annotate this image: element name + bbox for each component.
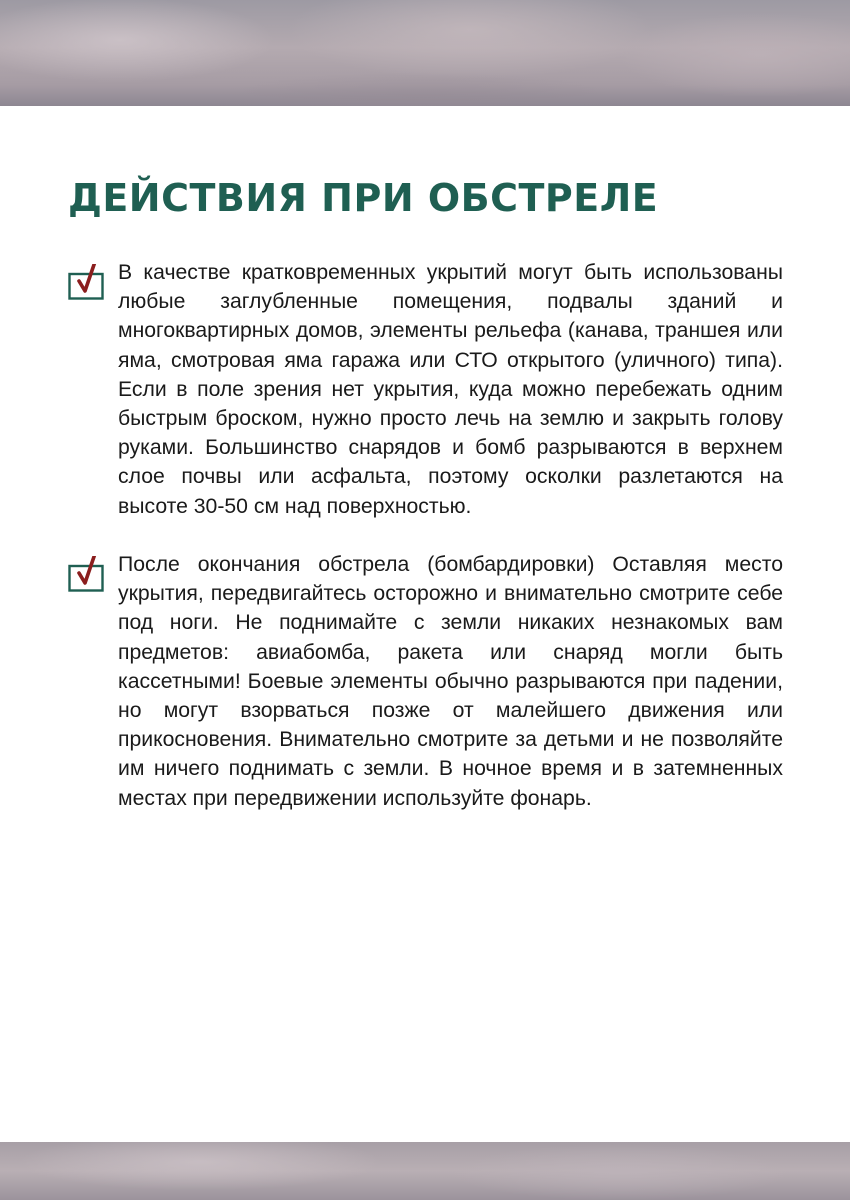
list-item <box>68 550 783 813</box>
page-title: ДЕЙСТВИЯ ПРИ ОБСТРЕЛЕ <box>68 176 659 220</box>
list-item-text: В качестве кратковременных укрытий могут быть использованы любые заглубленные помещения, подвалы зданий и многоквартирных домов, элементы рельефа (канава, траншея или яма, смотровая яма гаража или СТО открытого (уличного) типа). Если в поле зрения нет укрытия, куда можно перебежать одним быстрым броском, нужно просто лечь на землю и закрыть голову руками. Большинство снарядов и бомб разрываются в верхнем слое почвы или асфальта, поэтому осколки разлетаются на высоте 30-50 см над поверхностью. <box>118 261 783 518</box>
sky-header-image <box>0 0 850 106</box>
checkbox-checked-icon <box>68 264 104 300</box>
list-item <box>68 258 783 521</box>
checkbox-checked-icon <box>68 556 104 592</box>
sky-footer-image <box>0 1142 850 1200</box>
list-item-text: После окончания обстрела (бомбардировки) Оставляя место укрытия, передвигайтесь осторожно и внимательно смотрите себе под ноги. Не поднимайте с земли никаких незнакомых вам предметов: авиабомба, ракета или снаряд могли быть кассетными! Боевые элементы обычно разрываются при падении, но могут взорваться позже от малейшего движения или прикосновения. Внимательно смотрите за детьми и не позволяйте им ничего поднимать с земли. В ночное время и в затемненных местах при передвижении используйте фонарь. <box>118 553 783 810</box>
